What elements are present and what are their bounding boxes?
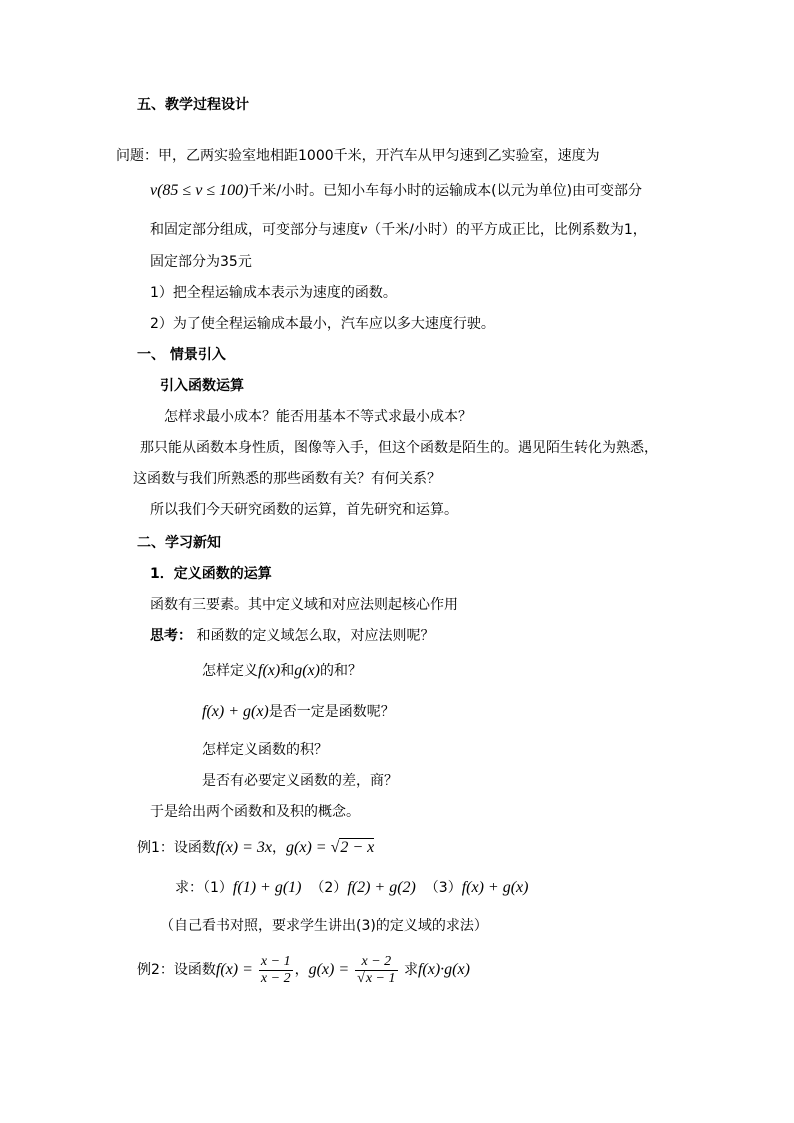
problem-line-3-b: （千米/小时）的平方成正比，比例系数为1， [367,222,647,238]
example-2-ask: 求 [399,962,418,978]
example-1-e2: f(2) + g(2) [347,879,416,896]
problem-question-1: 1）把全程运输成本表示为速度的函数。 [150,285,397,301]
example-2-g-num: x − 2 [355,954,397,971]
section-2-title: 二、学习新知 [137,535,221,551]
problem-line-2-text: 千米/小时。已知小车每小时的运输成本(以元为单位)由可变部分 [248,183,643,199]
section-1-p1: 怎样求最小成本？能否用基本不等式求最小成本？ [164,409,472,425]
problem-line-1: 问题：甲，乙两实验室地相距1000千米，开汽车从甲匀速到乙实验室，速度为 [116,148,600,164]
example-2-g-den-wrap [355,971,397,987]
think-q1-a: 怎样定义 [202,663,258,679]
think-q1-b: 的和？ [319,663,362,679]
example-1-g-lhs: g(x) = [286,839,331,856]
problem-line-3-a: 和固定部分组成，可变部分与速度 [150,222,360,238]
think-q2 [202,702,395,722]
example-1-sep: ， [272,840,287,856]
think-q3: 怎样定义函数的积？ [202,742,328,758]
problem-question-2: 2）为了使全程运输成本最小，汽车应以多大速度行驶。 [150,316,495,332]
example-2-f-fraction [259,954,293,987]
sqrt-icon: √ [330,839,340,856]
section-1-subtitle: 引入函数运算 [160,378,244,394]
example-1-i1: （1） [203,880,233,896]
example-2-product: f(x)·g(x) [417,961,470,978]
example-1-i2: （2） [310,880,348,896]
example-2-g-den: x − 1 [365,970,396,986]
example-1-e3: f(x) + g(x) [461,879,529,896]
example-2-f-lhs: f(x) = [215,961,257,978]
section-heading: 五、教学过程设计 [137,97,249,113]
example-1-ask [175,878,528,898]
section-1-p4: 所以我们今天研究函数的运算，首先研究和运算。 [150,502,458,518]
problem-line-2 [150,181,642,201]
example-1-label: 例1：设函数 [137,840,216,856]
speed-range-math: v(85 ≤ v ≤ 100) [150,182,249,199]
example-1-ask-label: 求： [175,880,203,896]
example-2-f-den: x − 2 [260,970,291,986]
section-2-subtitle: 1．定义函数的运算 [150,566,272,582]
example-1-f: f(x) = 3x [215,839,273,856]
example-2-label: 例2：设函数 [137,962,216,978]
section-1-p2: 那只能从函数本身性质，图像等入手，但这个函数是陌生的。遇见陌生转化为熟悉， [140,440,658,456]
section-2-p1: 函数有三要素。其中定义域和对应法则起核心作用 [150,597,458,613]
think-label: 思考： [150,628,192,644]
g-of-x: g(x) [294,662,320,679]
example-2-sep: ， [294,962,309,978]
sqrt-icon: √ [357,970,365,986]
problem-line-4: 固定部分为35元 [150,254,252,270]
example-1-def [137,838,374,858]
think-q4: 是否有必要定义函数的差，商？ [202,773,398,789]
example-1-i3: （3） [424,880,462,896]
think-q2-text: 是否一定是函数呢？ [268,704,395,720]
example-2-def [137,952,470,988]
section-2-p2: 于是给出两个函数和及积的概念。 [150,804,360,820]
sum-expression: f(x) + g(x) [202,703,269,720]
problem-line-3 [150,220,647,240]
think-q1 [202,661,362,681]
think-line [150,626,434,646]
example-1-note: （自己看书对照，要求学生讲出(3)的定义域的求法） [160,918,488,934]
section-1-p3: 这函数与我们所熟悉的那些函数有关？有何关系？ [133,471,441,487]
think-text: 和函数的定义域怎么取，对应法则呢？ [192,628,435,644]
example-1-e1: f(1) + g(1) [232,879,302,896]
section-1-title: 一、 情景引入 [137,347,226,363]
f-of-x: f(x) [258,662,281,679]
example-2-g-fraction [355,954,397,987]
think-q1-and: 和 [280,663,295,679]
speed-var: v [360,221,368,238]
example-2-g-lhs: g(x) = [308,961,354,978]
example-1-g-radicand: 2 − x [340,839,375,856]
example-2-f-num: x − 1 [260,953,291,969]
